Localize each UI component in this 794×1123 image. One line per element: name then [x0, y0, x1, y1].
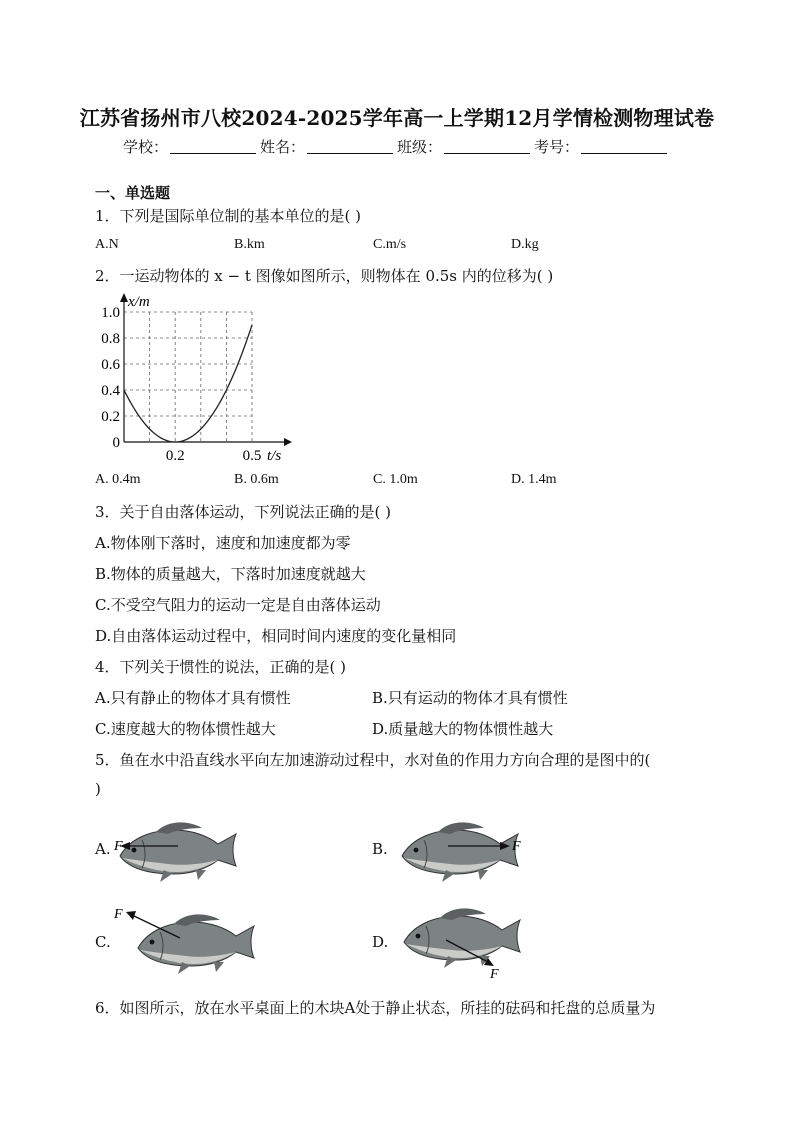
y-tick-label: 0.6 — [101, 357, 120, 373]
student-info-row — [0, 136, 794, 157]
q5-option-d: D. — [372, 933, 389, 951]
force-label-b: F — [512, 839, 521, 854]
x-tick-label: 0.5 — [242, 448, 262, 464]
school-label: 学校： — [122, 138, 168, 156]
class-label: 班级： — [397, 138, 443, 156]
q1-option-c: C.m/s — [373, 237, 407, 252]
q4-option-d: D.质量越大的物体惯性越大 — [372, 720, 554, 738]
class-blank — [444, 139, 530, 154]
y-axis-label: x/m — [128, 294, 150, 310]
fish-figure-c — [110, 902, 250, 982]
question-4-stem: 4．下列关于惯性的说法，正确的是( ) — [95, 658, 347, 676]
q1-option-b: B.km — [234, 237, 265, 252]
force-arrowhead-c — [126, 911, 136, 920]
x-tick-label: 0.2 — [165, 448, 185, 464]
xt-graph — [101, 290, 294, 466]
q5-option-b: B. — [372, 840, 388, 858]
fish-figure-b — [388, 812, 528, 888]
name-blank — [307, 139, 393, 154]
question-3-stem: 3．关于自由落体运动，下列说法正确的是( ) — [95, 503, 392, 521]
x-axis-arrow — [120, 293, 128, 302]
y-tick-label: 0.4 — [101, 383, 120, 399]
y-tick-label: 0.8 — [101, 331, 120, 347]
q3-option-b: B.物体的质量越大，下落时加速度就越大 — [95, 565, 366, 583]
q4-option-a: A.只有静止的物体才具有惯性 — [95, 689, 291, 707]
y-tick-label: 1.0 — [101, 305, 120, 321]
force-label-a: F — [114, 839, 123, 854]
question-2-stem: 2．一运动物体的 x − t 图像如图所示，则物体在 0.5s 内的位移为( ) — [95, 267, 554, 285]
fish-figure-d — [392, 902, 522, 982]
force-label-d: F — [490, 967, 499, 982]
question-5-stem: 5．鱼在水中沿直线水平向左加速游动过程中，水对鱼的作用力方向合理的是图中的( — [95, 751, 651, 769]
t-axis-arrow — [284, 438, 292, 446]
q1-option-d: D.kg — [511, 237, 539, 252]
x-axis-label: t/s — [267, 448, 282, 464]
q5-option-c: C. — [95, 933, 111, 951]
y-tick-label: 0.2 — [101, 409, 120, 425]
fish-figure-a — [112, 812, 242, 888]
q4-option-c: C.速度越大的物体惯性越大 — [95, 720, 276, 738]
name-label: 姓名： — [259, 138, 305, 156]
school-blank — [170, 139, 256, 154]
exam-no-blank — [581, 139, 667, 154]
question-6-stem: 6．如图所示，放在水平桌面上的木块A处于静止状态，所挂的砝码和托盘的总质量为 — [95, 999, 656, 1017]
q2-option-a: A. 0.4m — [95, 472, 141, 487]
q3-option-c: C.不受空气阻力的运动一定是自由落体运动 — [95, 596, 381, 614]
exam-no-label: 考号： — [534, 138, 580, 156]
q5-option-a: A. — [95, 840, 111, 858]
q2-option-d: D. 1.4m — [511, 472, 557, 487]
y-tick-label: 0 — [112, 435, 120, 451]
question-1-stem: 1．下列是国际单位制的基本单位的是( ) — [95, 207, 362, 225]
q2-option-b: B. 0.6m — [234, 472, 279, 487]
q4-option-b: B.只有运动的物体才具有惯性 — [372, 689, 568, 707]
q1-option-a: A.N — [95, 237, 119, 252]
q3-option-a: A.物体刚下落时，速度和加速度都为零 — [95, 534, 351, 552]
exam-title: 江苏省扬州市八校2024-2025学年高一上学期12月学情检测物理试卷 — [79, 106, 715, 130]
q2-option-c: C. 1.0m — [373, 472, 418, 487]
xt-curve — [124, 325, 252, 442]
question-5-stem-cont: ) — [95, 780, 101, 798]
q3-option-d: D.自由落体运动过程中，相同时间内速度的变化量相同 — [95, 627, 457, 645]
force-label-c: F — [114, 907, 123, 922]
section-heading: 一、单选题 — [95, 184, 171, 202]
